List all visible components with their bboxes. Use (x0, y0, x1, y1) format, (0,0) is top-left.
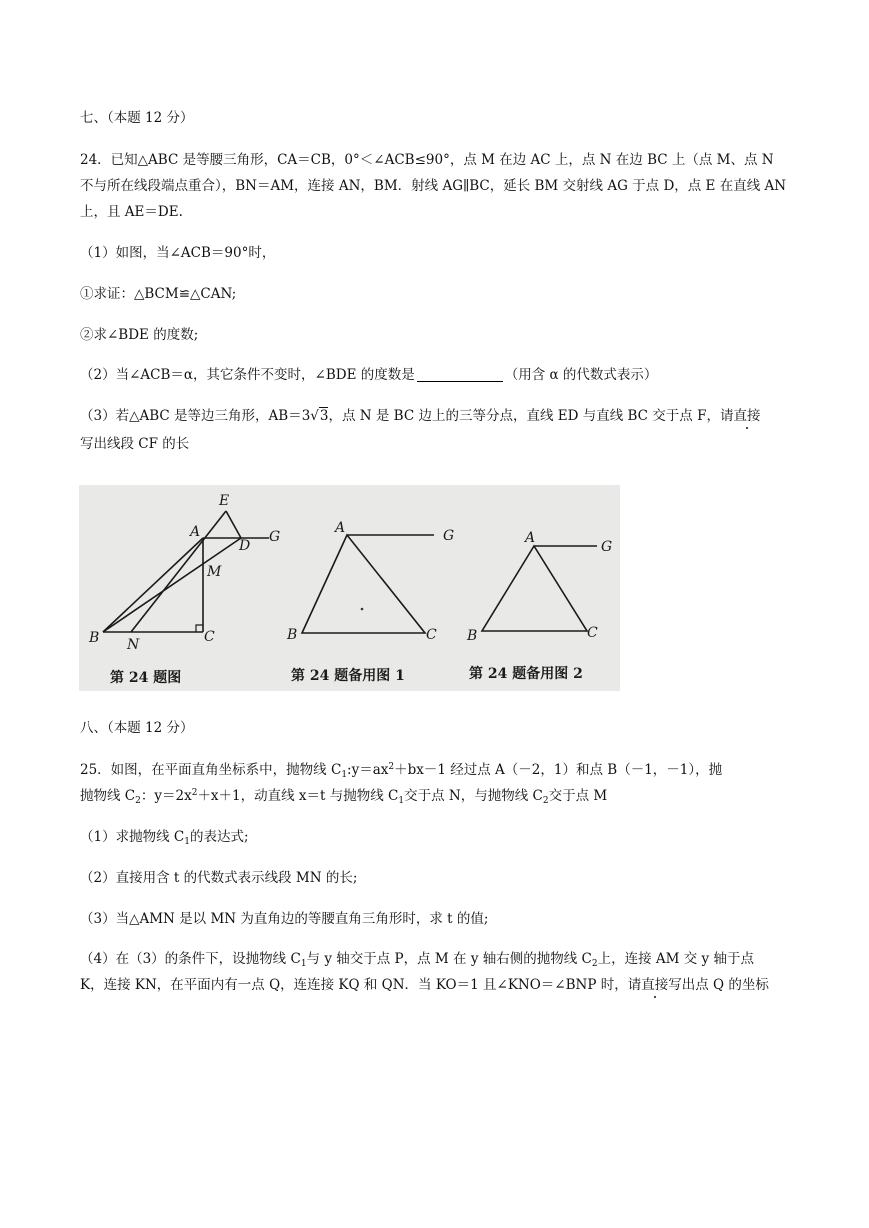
fig1-segment-bd (103, 538, 241, 632)
q25-p4-l2-pre: K，连接 KN，在平面内有一点 Q，连连接 KQ 和 QN．当 KO＝1 且∠KNO＝∠BNP 时，请 (80, 977, 642, 993)
q25-l1-a: 25．如图，在平面直角坐标系中，抛物线 C (80, 762, 342, 778)
q24-part-2 (80, 365, 657, 385)
q24-part-3 (80, 406, 760, 426)
q25-part-4 (80, 949, 754, 969)
fig2-triangle-abc (302, 535, 425, 633)
fig3-caption: 第 24 题备用图 2 (469, 666, 583, 682)
q25-p1-a: （1）求抛物线 C (80, 829, 185, 845)
radical-expression: 3√3 (301, 408, 329, 424)
fig1-right-angle-mark (196, 625, 203, 632)
fig2-label-a: A (335, 520, 346, 536)
fig3-triangle-abc (482, 546, 587, 631)
fig1-label-m: M (207, 564, 222, 580)
q24-part-3-line-2: 写出线段 CF 的长 (80, 436, 190, 452)
fig1-label-g: G (269, 529, 281, 545)
q24-part-3-text-2: ，点 N 是 BC 边上的三等分点，直线 ED 与直线 BC 交于点 F，请 (328, 408, 734, 424)
q25-l2-sub3: 2 (542, 796, 549, 806)
q25-part-2: （2）直接用含 t 的代数式表示线段 MN 的长; (80, 870, 358, 886)
section-heading-7: 七、（本题 12 分） (80, 110, 194, 126)
radical-coefficient: 3 (301, 408, 311, 424)
q25-stem-line-2 (80, 786, 607, 806)
q24-stem-line-1: 24．已知△ABC 是等腰三角形，CA＝CB，0°＜∠ACB≤90°，点 M 在边 AC 上，点 N 在边 BC 上（点 M、点 N (80, 152, 774, 168)
fig1-segment-ed (226, 511, 241, 538)
q24-part-1a: ①求证：△BCM≌△CAN; (80, 286, 237, 302)
fig2-label-c: C (426, 627, 437, 643)
radicand: 3 (319, 408, 329, 424)
fig2-label-g: G (443, 528, 455, 544)
q24-part-1: （1）如图，当∠ACB＝90°时， (80, 245, 276, 261)
q25-p4-sub1: 1 (300, 959, 307, 969)
q24-part-3-text: （3）若△ABC 是等边三角形，AB＝ (80, 408, 302, 424)
emphasis-text: 直接 (733, 408, 761, 424)
q25-l2-sub2: 1 (398, 796, 405, 806)
q24-part-2-text: （2）当∠ACB＝α，其它条件不变时，∠BDE 的度数是 (80, 367, 415, 383)
fig3-label-g: G (601, 539, 613, 555)
q24-part-2-suffix: （用含 α 的代数式表示） (504, 367, 658, 383)
q25-p4-sub2: 2 (591, 959, 598, 969)
q25-p4-a: （4）在（3）的条件下，设抛物线 C (80, 951, 301, 967)
answer-blank[interactable] (417, 367, 503, 382)
fig1-caption: 第 24 题图 (110, 670, 182, 686)
q24-part-1b: ②求∠BDE 的度数; (80, 327, 199, 343)
q25-l2-d: 交于点 N，与抛物线 C (404, 788, 543, 804)
q24-stem-line-3: 上，且 AE＝DE. (80, 204, 183, 220)
emphasis-text-2: 直接 (641, 977, 669, 993)
q25-l2-c: ＋x＋1，动直线 x＝t 与抛物线 C (197, 788, 399, 804)
q25-part-4-line-2 (80, 975, 769, 995)
q25-l2-sub: 2 (135, 796, 141, 806)
fig1-label-n: N (127, 637, 140, 653)
q25-l2-b: ：y＝2x (140, 788, 192, 804)
q25-part-1 (80, 827, 249, 847)
q25-p4-b: 与 y 轴交于点 P，点 M 在 y 轴右侧的抛物线 C (306, 951, 592, 967)
fig3-label-b: B (467, 628, 478, 644)
fig2-label-b: B (287, 627, 298, 643)
fig3-label-c: C (587, 625, 598, 641)
q25-l1-c: ＋bx－1 经过点 A（－2，1）和点 B（－1，－1），抛 (394, 762, 723, 778)
fig3-label-a: A (525, 530, 536, 546)
q25-l1-sub: 1 (341, 770, 348, 780)
fig1-segment-ab (103, 538, 203, 632)
fig1-label-b: B (89, 630, 100, 646)
fig2-caption: 第 24 题备用图 1 (291, 668, 405, 684)
q25-part-3: （3）当△AMN 是以 MN 为直角边的等腰直角三角形时，求 t 的值; (80, 911, 489, 927)
section-heading-8: 八、（本题 12 分） (80, 720, 194, 736)
fig1-label-e: E (219, 493, 230, 509)
q25-stem-line-1 (80, 760, 722, 780)
fig1-label-a: A (190, 524, 201, 540)
q25-l2-e: 交于点 M (548, 788, 608, 804)
q25-l1-sup: 2 (388, 762, 395, 772)
q25-p1-b: 的表达式; (189, 829, 249, 845)
q24-stem-line-2: 不与所在线段端点重合），BN＝AM，连接 AN，BM．射线 AG∥BC，延长 BM 交射线 AG 于点 D，点 E 在直线 AN (80, 178, 787, 194)
q25-l2-a: 抛物线 C (80, 788, 136, 804)
q24-figure-panel (79, 485, 620, 691)
fig1-label-c: C (204, 629, 215, 645)
fig2-dot (361, 608, 364, 611)
q25-p1-sub: 1 (184, 837, 190, 847)
q25-p4-l2-post: 写出点 Q 的坐标 (668, 977, 769, 993)
q24-figures-svg (79, 485, 620, 691)
q25-l2-sup: 2 (191, 788, 198, 798)
q25-p4-c: 上，连接 AM 交 y 轴于点 (597, 951, 754, 967)
q25-l1-b: :y＝ax (347, 762, 389, 778)
fig1-label-d: D (239, 538, 251, 554)
